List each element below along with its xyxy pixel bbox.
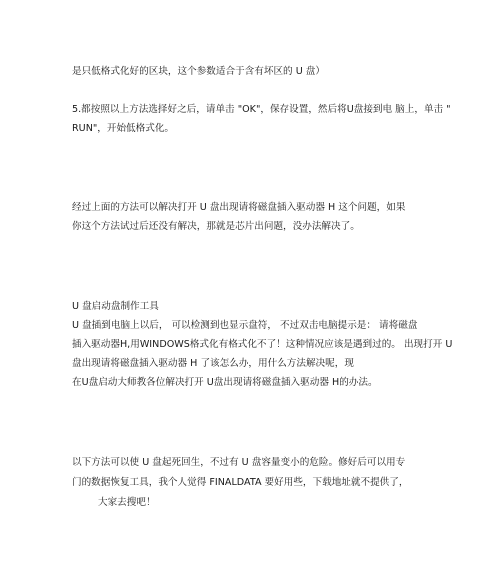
text-line: 盘出现请将磁盘插入驱动器 H 了该怎么办，用什么方法解决呢，现 (72, 358, 354, 369)
text-line: RUN"，开始低格式化。 (72, 123, 175, 134)
section-heading: U 盘启动盘制作工具 (72, 301, 159, 312)
text-line: U 盘插到电脑上以后， 可以检测到也显示盘符， 不过双击电脑提示是： 请将磁盘 (72, 320, 418, 331)
text-line: 大家去搜吧！ (98, 497, 156, 508)
text-line: 你这个方法试过后还没有解决，那就是芯片出问题，没办法解决了。 (72, 221, 360, 232)
text-line: 是只低格式化好的区块，这个参数适合于含有坏区的 U 盘） (72, 66, 325, 77)
text-line: 插入驱动器H,用WINDOWS格式化有格式化不了！这种情况应该是遇到过的。 出现打开 U (72, 339, 453, 350)
text-line: 在U盘启动大师教各位解决打开 U盘出现请将磁盘插入驱动器 H的办法。 (72, 377, 378, 388)
text-line: 5.都按照以上方法选择好之后，请单击 "OK"，保存设置，然后将U盘接到电 脑上，单击 " (72, 104, 451, 115)
text-line: 以下方法可以使 U 盘起死回生，不过有 U 盘容量变小的危险。修好后可以用专 (72, 457, 406, 468)
text-line: 经过上面的方法可以解决打开 U 盘出现请将磁盘插入驱动器 H 这个问题，如果 (72, 202, 406, 213)
text-line: 门的数据恢复工具，我个人觉得 FINALDATA 要好用些，下载地址就不提供了， (72, 477, 409, 488)
